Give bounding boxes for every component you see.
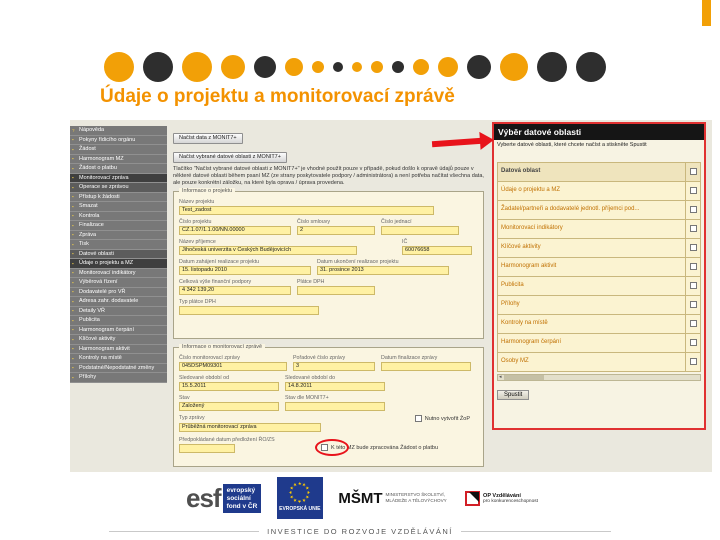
data-area-checkbox[interactable] — [690, 301, 697, 308]
sidebar-item-icon: ▪ — [72, 270, 74, 276]
sidebar-item-icon: ▪ — [72, 222, 74, 228]
data-area-checkbox[interactable] — [690, 263, 697, 270]
sidebar-item[interactable] — [70, 136, 167, 146]
data-area-checkbox[interactable] — [690, 320, 697, 327]
opvk-icon — [465, 491, 480, 506]
zop-checkbox-group — [321, 444, 438, 451]
sidebar-item[interactable] — [70, 373, 167, 383]
sidebar-item[interactable] — [70, 278, 167, 288]
sidebar-item-label: Nápověda — [79, 127, 105, 134]
sidebar-item-label: Údaje o projektu a MZ — [79, 260, 134, 267]
sidebar-item-icon: ▪ — [72, 260, 74, 266]
sidebar-item-icon: ▪ — [72, 298, 74, 304]
sidebar-item-label: Datové oblasti — [79, 250, 114, 257]
data-area-checkbox-cell — [685, 296, 700, 314]
field-label: Číslo smlouvy — [297, 219, 330, 226]
field-label: Plátce DPH — [297, 279, 325, 286]
sidebar-item[interactable] — [70, 364, 167, 374]
data-area-checkbox-cell — [685, 220, 700, 238]
msmt-logo — [338, 490, 449, 507]
cislo-mz-input[interactable]: 045DSPM09301 — [179, 362, 287, 371]
sidebar-item-icon: ▪ — [72, 365, 74, 371]
field-label: Název příjemce — [179, 239, 216, 246]
sidebar-item-icon: ▪ — [72, 317, 74, 323]
sidebar-item-label: Kontroly na místě — [79, 355, 122, 362]
sidebar-item-icon: ▪ — [72, 156, 74, 162]
data-area-row[interactable] — [498, 277, 700, 296]
sidebar-item-label: Finalizace — [79, 222, 104, 229]
data-area-label: Monitorovací indikátory — [501, 225, 563, 232]
sidebar-item-label: Pokyny řídicího orgánu — [79, 136, 136, 143]
opvk-label — [483, 493, 538, 504]
sidebar-item-label: Harmonogram MZ — [79, 155, 124, 162]
obdobi-od-input[interactable]: 15.5.2011 — [179, 382, 279, 391]
esf-logo — [186, 484, 261, 513]
data-area-table — [497, 162, 701, 372]
data-area-checkbox[interactable] — [690, 187, 697, 194]
instruction-note: Tlačítko "Načíst vybrané datové oblasti z MONIT7+" je vhodné použít pouze v případě, pokud došlo k opravě údajů pouze v některé datové oblasti během psaní MZ (ze strany poskytovatele podpory / administrátora) a není potřeba načítat všechna data, ale pouze konkrétní záložku, na které byla oprava / úprava provedena. — [173, 166, 484, 187]
data-area-checkbox[interactable] — [690, 225, 697, 232]
sidebar-item[interactable] — [70, 145, 167, 155]
sidebar-item-icon: ▪ — [72, 184, 74, 190]
horizontal-scrollbar[interactable] — [497, 374, 701, 381]
data-area-row[interactable] — [498, 163, 700, 182]
data-area-row[interactable] — [498, 353, 700, 372]
data-area-checkbox-cell — [685, 353, 700, 371]
report-info-legend: Informace o monitorovací zprávě — [179, 344, 265, 350]
corner-accent — [702, 0, 711, 26]
sidebar-item-icon: ▪ — [72, 327, 74, 333]
sidebar-item-label: Kontrola — [79, 212, 100, 219]
data-area-checkbox-cell — [685, 239, 700, 257]
sidebar-item-icon: ▪ — [72, 213, 74, 219]
data-area-label: Harmonogram čerpání — [501, 339, 562, 346]
sidebar-item-icon: ▪ — [72, 194, 74, 200]
sidebar-item[interactable] — [70, 288, 167, 298]
decor-dots — [104, 50, 606, 84]
field-label: Stav — [179, 395, 190, 402]
sidebar-item-label: Žádost o platbu — [79, 165, 117, 172]
datum-finalizace-input[interactable] — [381, 362, 471, 371]
typ-platce-dph-input[interactable] — [179, 306, 319, 315]
zop-checkbox[interactable] — [321, 444, 328, 451]
data-area-checkbox-cell — [685, 163, 700, 181]
footer-text: INVESTICE DO ROZVOJE VZDĚLÁVÁNÍ — [267, 527, 453, 536]
sidebar-item-label: Monitorovací indikátory — [79, 269, 136, 276]
sidebar-item-label: Detaily VŘ — [79, 307, 105, 314]
sidebar-item[interactable] — [70, 345, 167, 355]
decor-dot — [392, 61, 404, 73]
sidebar-item-label: Přílohy — [79, 374, 97, 381]
project-info-legend: Informace o projektu — [179, 188, 235, 194]
decor-dot — [371, 61, 383, 73]
arrow-head-icon — [479, 131, 494, 150]
logo-strip — [186, 474, 538, 522]
sidebar-item[interactable] — [70, 183, 167, 193]
sidebar-item[interactable] — [70, 193, 167, 203]
data-area-label: Publicita — [501, 282, 524, 289]
stav-input[interactable]: Založený — [179, 402, 279, 411]
data-area-checkbox[interactable] — [690, 339, 697, 346]
field-label: Název projektu — [179, 199, 215, 206]
sidebar-item-label: Harmonogram aktivit — [79, 345, 130, 352]
page-title: Údaje o projektu a monitorovací zprávě — [100, 86, 455, 107]
decor-dot — [467, 55, 491, 79]
cislo-smlouvy-input[interactable]: 2 — [297, 226, 375, 235]
data-area-label: Harmonogram aktivit — [501, 263, 557, 270]
sidebar-item-icon: ▪ — [72, 137, 74, 143]
data-area-checkbox-cell — [685, 258, 700, 276]
typ-zpravy-input[interactable]: Průběžná monitorovací zpráva — [179, 423, 321, 432]
data-area-checkbox[interactable] — [690, 244, 697, 251]
sidebar-item[interactable] — [70, 221, 167, 231]
data-area-label: Osoby MZ — [501, 358, 529, 365]
decor-dot — [576, 52, 606, 82]
celkova-vyse-input[interactable]: 4 342 139,20 — [179, 286, 291, 295]
nutno-zop-group — [415, 415, 470, 422]
datum-predlozeni-input[interactable] — [179, 444, 235, 453]
data-area-row[interactable] — [498, 220, 700, 239]
data-area-row[interactable] — [498, 182, 700, 201]
poradove-cislo-input[interactable]: 3 — [293, 362, 375, 371]
sidebar-item-icon: ▪ — [72, 232, 74, 238]
sidebar-item-label: Žádost — [79, 146, 96, 153]
field-label: Datum ukončení realizace projektu — [317, 259, 399, 266]
spustit-button[interactable]: Spustit — [497, 390, 529, 400]
sidebar-item-label: Monitorovací zpráva — [79, 174, 129, 181]
opvk-title: OP Vzdělávání — [483, 492, 521, 499]
decor-dot — [182, 52, 212, 82]
field-label: Sledované období do — [285, 375, 336, 382]
sidebar-item-icon: ▪ — [72, 289, 74, 295]
data-area-row[interactable] — [498, 315, 700, 334]
cislo-jednaci-input[interactable] — [381, 226, 459, 235]
data-area-label: Žadatel/partneři a dodavatelé jednotl. příjemci pod... — [501, 206, 640, 213]
field-label: Předpokládané datum předložení ŘO/ZS — [179, 437, 275, 444]
esf-line: sociální — [226, 494, 251, 502]
stav-monit-input[interactable] — [285, 402, 385, 411]
data-area-label: Přílohy — [501, 301, 520, 308]
sidebar-item-icon: ▪ — [72, 346, 74, 352]
footer-line — [461, 531, 611, 532]
datum-ukonceni-input[interactable]: 31. prosince 2013 — [317, 266, 449, 275]
sidebar-item-icon: ▪ — [72, 336, 74, 342]
decor-dot — [333, 62, 343, 72]
application-screenshot — [70, 120, 712, 472]
field-label: Typ plátce DPH — [179, 299, 216, 306]
data-area-checkbox[interactable] — [690, 168, 697, 175]
data-area-checkbox[interactable] — [690, 206, 697, 213]
sidebar-item-icon: ▪ — [72, 251, 74, 257]
nutno-zop-label: Nutno vytvořit ŽoP — [424, 415, 470, 422]
esf-line: evropský — [226, 486, 256, 494]
sidebar-item[interactable] — [70, 259, 167, 269]
main-content — [167, 120, 489, 472]
decor-dot — [254, 56, 276, 78]
ic-input[interactable]: 60076658 — [402, 246, 472, 255]
decor-dot — [500, 53, 528, 81]
sidebar-item-label: Dodavatelé pro VŘ — [79, 288, 126, 295]
decor-dot — [537, 52, 567, 82]
decor-dot — [352, 62, 362, 72]
eu-label: EVROPSKÁ UNIE — [279, 506, 321, 512]
sidebar-item[interactable] — [70, 269, 167, 279]
slide-footer — [0, 527, 720, 536]
arrow-shaft — [432, 138, 482, 147]
data-area-row[interactable] — [498, 258, 700, 277]
field-label: Typ zprávy — [179, 415, 205, 422]
sidebar-item[interactable] — [70, 231, 167, 241]
decor-dot — [413, 59, 429, 75]
sidebar-item-icon: ▪ — [72, 146, 74, 152]
sidebar-item[interactable] — [70, 126, 167, 136]
sidebar-item[interactable] — [70, 174, 167, 184]
sidebar-item-icon: ▪ — [72, 308, 74, 314]
data-area-label: Údaje o projektu a MZ — [501, 187, 561, 194]
data-area-checkbox[interactable] — [690, 358, 697, 365]
sidebar-item-label: Harmonogram čerpání — [79, 326, 135, 333]
data-area-panel — [492, 122, 706, 430]
field-label: Stav dle MONIT7+ — [285, 395, 329, 402]
nutno-zop-checkbox[interactable] — [415, 415, 422, 422]
decor-dot — [143, 52, 173, 82]
sidebar-item[interactable] — [70, 155, 167, 165]
sidebar-item-icon: ▪ — [72, 175, 74, 181]
data-area-checkbox-cell — [685, 277, 700, 295]
load-selected-areas-button[interactable]: Načíst vybrané datové oblasti z MONIT7+ — [173, 152, 287, 163]
obdobi-do-input[interactable]: 14.8.2011 — [285, 382, 385, 391]
data-area-checkbox-cell — [685, 182, 700, 200]
sidebar-item-label: Operace se zprávou — [79, 184, 129, 191]
sidebar-item-label: Podstatné/Nepodstatné změny — [79, 364, 155, 371]
esf-line: fond v ČR — [226, 502, 258, 510]
data-area-row[interactable] — [498, 201, 700, 220]
panel-subtitle: Vyberte datové oblasti, které chcete načíst a stiskněte Spustit — [497, 142, 647, 148]
scroll-left-icon[interactable]: ◂ — [499, 374, 502, 381]
data-area-label: Kontroly na místě — [501, 320, 548, 327]
sidebar-item[interactable] — [70, 335, 167, 345]
sidebar-item[interactable] — [70, 307, 167, 317]
data-area-row[interactable] — [498, 296, 700, 315]
sidebar-item-label: Tisk — [79, 241, 89, 248]
zop-label: K této MZ bude zpracována Žádost o platbu — [331, 444, 439, 451]
sidebar-item[interactable] — [70, 212, 167, 222]
sidebar-item-icon: ▪ — [72, 165, 74, 171]
sidebar-item-icon: ▪ — [72, 355, 74, 361]
sidebar-item-label: Přístup k žádosti — [79, 193, 120, 200]
sidebar-item-icon: ? — [72, 127, 75, 133]
data-area-checkbox-cell — [685, 315, 700, 333]
data-area-checkbox[interactable] — [690, 282, 697, 289]
scrollbar-thumb[interactable] — [504, 375, 544, 380]
data-area-row[interactable] — [498, 239, 700, 258]
data-area-checkbox-cell — [685, 201, 700, 219]
decor-dot — [285, 58, 303, 76]
nazev-projektu-input[interactable]: Test_zadost — [179, 206, 434, 215]
field-label: Číslo monitorovací zprávy — [179, 355, 240, 362]
sidebar-item[interactable] — [70, 250, 167, 260]
sidebar-item-icon: ▪ — [72, 374, 74, 380]
field-label: Datum zahájení realizace projektu — [179, 259, 260, 266]
sidebar-item-label: Adresa zahr. dodavatele — [79, 298, 139, 305]
data-area-label: Klíčové aktivity — [501, 244, 541, 251]
field-label: Sledované období od — [179, 375, 230, 382]
sidebar-item[interactable] — [70, 164, 167, 174]
field-label: IČ — [402, 239, 408, 246]
platce-dph-input[interactable] — [297, 286, 375, 295]
field-label: Pořadové číslo zprávy — [293, 355, 346, 362]
data-area-label: Datová oblast — [501, 168, 541, 175]
opvk-subtitle: pro konkurenceschopnost — [483, 498, 538, 504]
sidebar-item[interactable] — [70, 202, 167, 212]
sidebar-item-icon: ▪ — [72, 241, 74, 247]
decor-dot — [312, 61, 324, 73]
sidebar — [70, 126, 167, 472]
data-area-checkbox-cell — [685, 334, 700, 352]
esf-text — [223, 484, 262, 513]
field-label: Číslo projektu — [179, 219, 212, 226]
sidebar-item-label: Klíčové aktivity — [79, 336, 116, 343]
sidebar-item-icon: ▪ — [72, 279, 74, 285]
sidebar-item-label: Zpráva — [79, 231, 97, 238]
esf-abbr: esf — [186, 483, 221, 513]
load-data-button[interactable]: Načíst data z MONIT7+ — [173, 133, 243, 144]
field-label: Číslo jednací — [381, 219, 412, 226]
decor-dot — [438, 57, 458, 77]
eu-flag-stars: ★ ★ ★ ★ ★ ★ ★ ★ ★ ★ ★ ★ — [288, 480, 312, 504]
msmt-abbr: MŠMT — [338, 489, 383, 507]
sidebar-item-label: Výběrová řízení — [79, 279, 118, 286]
cislo-projektu-input[interactable]: CZ.1.07/1.1.00/NN.00000 — [179, 226, 291, 235]
data-area-row[interactable] — [498, 334, 700, 353]
opvk-logo — [465, 491, 538, 506]
sidebar-item-icon: ▪ — [72, 203, 74, 209]
sidebar-item[interactable] — [70, 354, 167, 364]
panel-title: Výběr datové oblasti — [494, 124, 704, 140]
sidebar-item[interactable] — [70, 326, 167, 336]
sidebar-item[interactable] — [70, 240, 167, 250]
nazev-prijemce-input[interactable]: Jihočeská univerzita v Českých Budějovicích — [179, 246, 357, 255]
sidebar-item-label: Publicita — [79, 317, 100, 324]
sidebar-item-label: Smazat — [79, 203, 98, 210]
sidebar-item[interactable] — [70, 316, 167, 326]
datum-zahajeni-input[interactable]: 15. listopadu 2010 — [179, 266, 311, 275]
project-info-section — [173, 188, 484, 339]
field-label: Celková výše finanční podpory — [179, 279, 252, 286]
field-label: Datum finalizace zprávy — [381, 355, 438, 362]
decor-dot — [104, 52, 134, 82]
eu-flag — [277, 477, 323, 519]
report-info-section — [173, 344, 484, 467]
msmt-label: MINISTERSTVO ŠKOLSTVÍ, MLÁDEŽE A TĚLOVÝCHOVY — [385, 492, 447, 503]
footer-line — [109, 531, 259, 532]
decor-dot — [221, 55, 245, 79]
sidebar-item[interactable] — [70, 297, 167, 307]
